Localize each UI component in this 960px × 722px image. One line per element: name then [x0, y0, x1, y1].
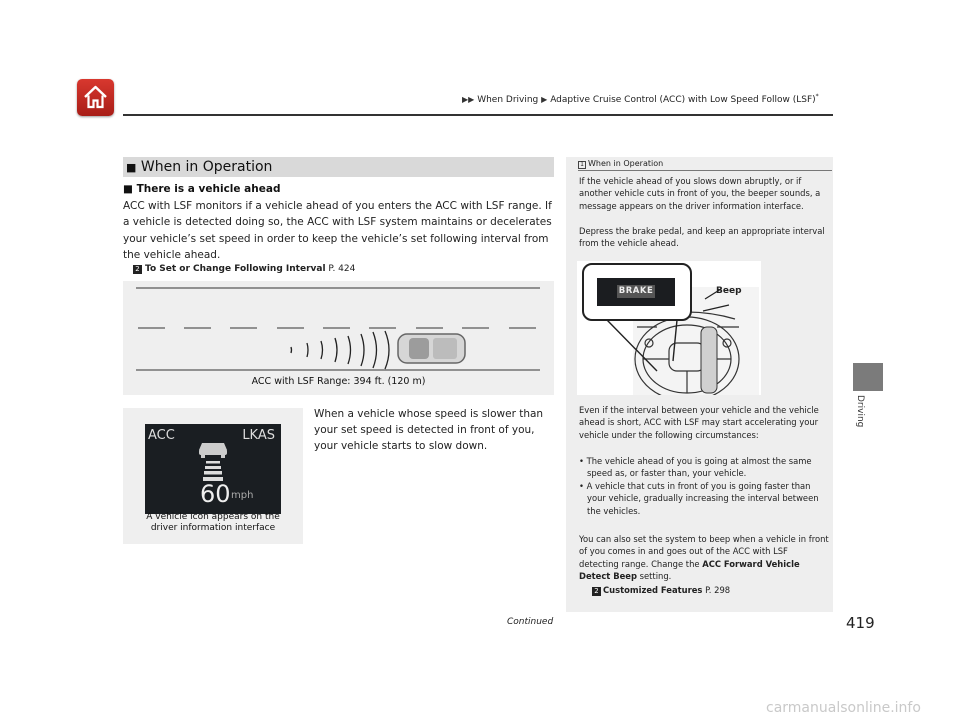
display-caption-line1: A vehicle icon appears on the	[146, 512, 280, 522]
continued-label: Continued	[507, 617, 554, 627]
brake-warning-illustration	[577, 261, 761, 395]
xref-title: Customized Features	[603, 585, 703, 595]
subsection-title: There is a vehicle ahead	[136, 183, 281, 195]
lkas-indicator: LKAS	[242, 428, 275, 443]
section-title: When in Operation	[140, 159, 273, 175]
display-caption-line2: driver information interface	[150, 523, 276, 533]
watermark: carmanualsonline.info	[766, 700, 921, 716]
section-heading	[123, 157, 554, 177]
header-divider	[123, 114, 833, 116]
beep-label: Beep	[716, 286, 742, 296]
subsection-marker: ■	[123, 183, 133, 195]
range-caption: ACC with LSF Range: 394 ft. (120 m)	[251, 376, 426, 387]
bullet-text-2: A vehicle that cuts in front of you is going faster than your vehicle, gradually increasing the interval between the vehicles.	[586, 481, 819, 516]
reference-arrow-icon: 2	[592, 587, 601, 596]
chapter-tab-label: Driving	[855, 395, 865, 428]
setting-name: ACC Forward Vehicle Detect Beep	[579, 558, 800, 582]
xref-page: P. 424	[328, 264, 356, 274]
bullet-mark: •	[579, 456, 584, 466]
subsection-heading	[123, 183, 280, 195]
footnote-mark: *	[815, 93, 819, 100]
vehicle-icon	[398, 334, 465, 363]
bullet-mark: •	[579, 481, 584, 491]
p4-text-a: You can also set the system to beep when a vehicle in front of you comes in and goes out of the ACC with LSF detecting range. Change the	[579, 534, 829, 569]
cross-reference-customized-features[interactable]	[592, 584, 842, 596]
acc-indicator: ACC	[148, 428, 175, 443]
breadcrumb-item-when-driving[interactable]: When Driving	[477, 95, 539, 105]
breadcrumb-item-acc[interactable]: Adaptive Cruise Control (ACC) with Low Speed Follow (LSF)	[550, 95, 816, 105]
steering-wheel-illustration	[577, 261, 761, 395]
sidebar-paragraph-1: If the vehicle ahead of you slows down abruptly, or if another vehicle cuts in front of you, the beeper sounds, a message appears on the driver information interface.	[579, 176, 821, 211]
section-marker: ■	[126, 161, 137, 174]
radar-waves	[291, 331, 389, 369]
cross-reference-following-interval[interactable]	[133, 264, 355, 274]
set-speed-value: 60	[200, 480, 231, 508]
driver-information-interface	[145, 424, 281, 514]
brake-warning-label: BRAKE	[618, 286, 654, 296]
sidebar-divider	[578, 170, 832, 171]
sidebar-title-text: When in Operation	[588, 159, 664, 168]
sidebar-paragraph-2: Depress the brake pedal, and keep an appropriate interval from the vehicle ahead.	[579, 226, 825, 249]
arrow-right-icon: ▶	[541, 95, 548, 104]
sidebar-bullet-1	[579, 455, 829, 480]
reference-arrow-icon: 2	[133, 265, 142, 274]
sidebar-bullet-2	[579, 480, 829, 517]
note-icon: 1	[578, 161, 586, 169]
sidebar-paragraph-4	[579, 533, 829, 583]
breadcrumb	[462, 93, 819, 105]
display-caption	[123, 512, 303, 534]
chapter-tab[interactable]	[853, 363, 883, 391]
p4-text-b: setting.	[636, 571, 672, 582]
home-icon	[82, 84, 109, 111]
sidebar-title	[578, 159, 663, 169]
home-button[interactable]	[77, 79, 114, 116]
acc-range-figure	[123, 281, 554, 395]
figure-description: When a vehicle whose speed is slower than your set speed is detected in front of you, your vehicle starts to slow down.	[314, 408, 544, 452]
section-body: ACC with LSF monitors if a vehicle ahead of you enters the ACC with LSF range. If a vehicle is detected doing so, the ACC with LSF system maintains or decelerates your vehicle’s set speed in order to keep the vehicle’s set following interval from the vehicle ahead.	[123, 200, 552, 262]
bullet-text-1: The vehicle ahead of you is going at almost the same speed as, or faster than, your vehicle.	[586, 456, 812, 479]
xref-title: To Set or Change Following Interval	[145, 264, 326, 274]
xref-page: P. 298	[705, 585, 731, 595]
driver-display-figure	[123, 408, 303, 544]
arrow-right-icon: ▶▶	[462, 95, 475, 104]
sidebar-paragraph-3: Even if the interval between your vehicle and the vehicle ahead is short, ACC with LSF may start accelerating your vehicle under the following circumstances:	[579, 405, 819, 440]
page-number: 419	[846, 614, 875, 632]
speed-unit: mph	[231, 490, 254, 501]
road-diagram	[123, 281, 554, 376]
